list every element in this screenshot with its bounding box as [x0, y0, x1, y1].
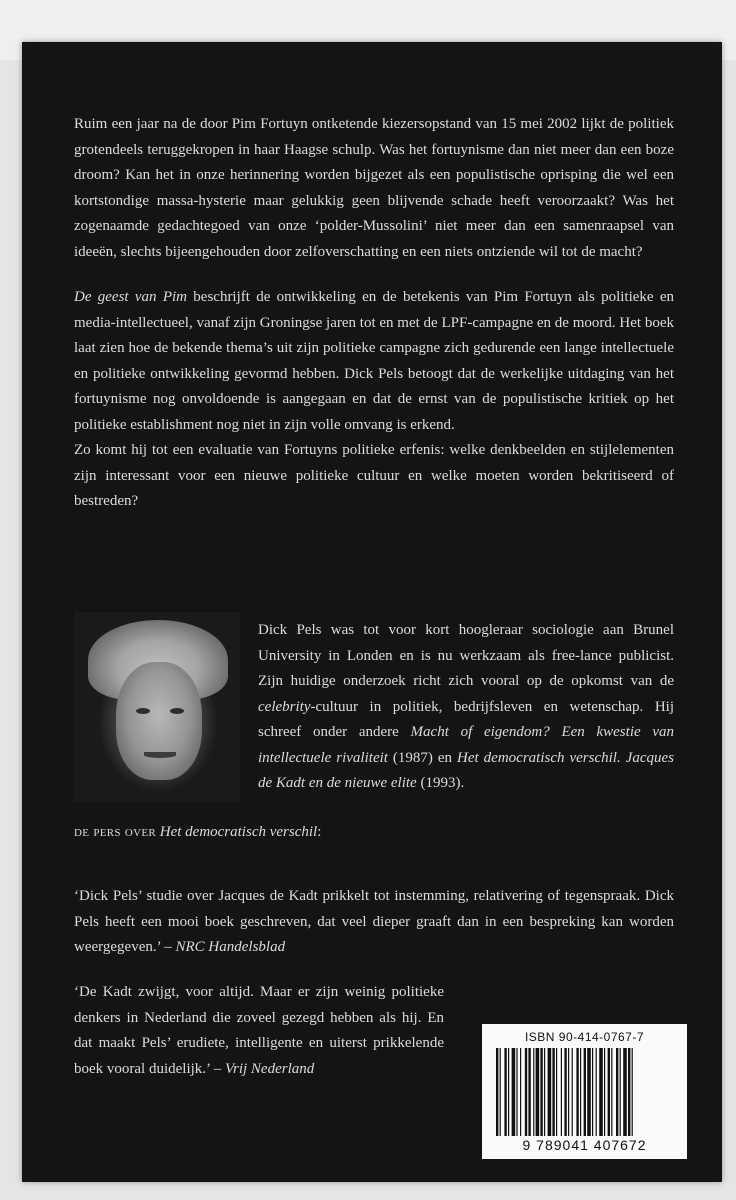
barcode-bar	[604, 1048, 605, 1136]
quote-2-source: Vrij Nederland	[224, 1060, 315, 1077]
press-colon: :	[317, 824, 322, 840]
press-book-title: Het democratisch verschil	[159, 824, 318, 840]
press-quote-2	[74, 980, 444, 1082]
blurb-paragraph-2-text: beschrijft de ontwikkeling en de betekenis van Pim Fortuyn als politieke en media-intellectueel, vanaf zijn Groningse jaren tot en met de LPF-campagne en de moord. Het boek laat zien hoe de bekende thema’s uit zijn politieke campagne zich gedurende een lange intellectuele en politieke ontwikkeling gevormd hebben. Dick Pels betoogt dat de werkelijke uitdaging van het fortuynisme nog onvoldoende is aangegaan en dat de ernst van de populistische kritiek op het politieke establishment nog niet in zijn volle omvang is erkend.	[74, 289, 674, 433]
barcode-bar	[556, 1048, 557, 1136]
barcode-bar	[623, 1048, 627, 1136]
bio-text-3: (1987) en	[387, 749, 458, 766]
barcode-bar	[533, 1048, 534, 1136]
barcode-bar	[512, 1048, 516, 1136]
barcode-bar	[628, 1048, 630, 1136]
barcode-bar	[620, 1048, 621, 1136]
author-photo-eye-right	[170, 708, 184, 714]
ean-number: 9 789041 407672	[522, 1137, 647, 1153]
author-photo-face	[116, 662, 202, 780]
barcode-icon	[496, 1048, 674, 1136]
author-bio	[258, 618, 674, 797]
bio-book-1: Macht of eigendom? Een kwestie van intellectuele rivaliteit	[258, 724, 675, 766]
barcode-bar	[608, 1048, 610, 1136]
barcode-bar	[596, 1048, 597, 1136]
blurb-paragraph-1: Ruim een jaar na de door Pim Fortuyn ontketende kiezersopstand van 15 mei 2002 lijkt de politiek grotendeels teruggekropen in haar Haagse schulp. Was het fortuynisme dan niet meer dan een boze droom? Kan het in onze herinnering worden bijgezet als een populistische oprisping die wel een kortstondige massa-hysterie maar gelukkig geen blijvende schade heeft veroorzaakt? Was het zogenaamde gedachtegoed van onze ‘polder-Mussolini’ niet meer dan een samenraapsel van ideeën, slechts bijeengehouden door zelfoverschatting en een niets ontziende wil tot de macht?	[74, 116, 674, 260]
quote-1-source: NRC Handelsblad	[175, 939, 286, 955]
press-label: de pers over	[74, 824, 156, 840]
barcode-bar	[587, 1048, 591, 1136]
blurb-paragraph-3: Zo komt hij tot een evaluatie van Fortuyns politieke erfenis: welke denkbeelden en stijlelementen zijn interessant voor een nieuwe politieke cultuur en welke moeten worden bekritiseerd of bestreden?	[74, 442, 674, 509]
isbn-text: ISBN 90-414-0767-7	[524, 1030, 645, 1044]
barcode-bar	[564, 1048, 566, 1136]
press-quote-1	[74, 884, 674, 961]
bio-text-2: -cultuur in politiek, bedrijfsleven en wetenschap. Hij schreef onder andere	[258, 698, 674, 740]
barcode-bar	[516, 1048, 517, 1136]
author-photo	[74, 612, 240, 802]
barcode-bar	[508, 1048, 509, 1136]
bio-text-4: (1993).	[416, 775, 465, 791]
author-bio-text	[258, 618, 674, 797]
barcode-bar	[584, 1048, 586, 1136]
bio-book-2: Het democratisch verschil. Jacques de Kadt en de nieuwe elite	[258, 749, 674, 791]
barcode-bar	[592, 1048, 593, 1136]
barcode-bar	[576, 1048, 578, 1136]
barcode-bar	[561, 1048, 562, 1136]
barcode-bar	[504, 1048, 506, 1136]
barcode-bar	[520, 1048, 521, 1136]
book-title-italic: De geest van Pim	[74, 289, 187, 305]
barcode-bar	[540, 1048, 542, 1136]
barcode-bar	[599, 1048, 603, 1136]
author-photo-mouth	[144, 752, 176, 758]
barcode-bar	[500, 1048, 501, 1136]
back-cover	[22, 42, 722, 1182]
barcode-bar	[580, 1048, 581, 1136]
barcode-bar	[544, 1048, 545, 1136]
barcode-bar	[528, 1048, 530, 1136]
barcode-label	[482, 1024, 687, 1159]
author-photo-eye-left	[136, 708, 150, 714]
barcode-bar	[632, 1048, 633, 1136]
quote-2-text: ‘De Kadt zwijgt, voor altijd. Maar er zijn weinig politieke denkers in Nederland die zoveel gezegd hebben als hij. En dat maakt Pels’ erudiete, intelligente en uiterst prikkelende boek vooral duidelijk.’ –	[74, 984, 444, 1077]
barcode-bar	[552, 1048, 554, 1136]
barcode-bar	[616, 1048, 618, 1136]
barcode-bar	[572, 1048, 573, 1136]
quote-1-text: ‘Dick Pels’ studie over Jacques de Kadt prikkelt tot instemming, relativering of tegenspraak. Dick Pels heeft een mooi boek geschreven, dat veel dieper graaft dan in een bespreking kan worden weergegeven.’ –	[74, 888, 674, 955]
barcode-bar	[548, 1048, 552, 1136]
barcode-bar	[611, 1048, 612, 1136]
barcode-bar	[496, 1048, 498, 1136]
blurb-paragraph-2	[74, 285, 674, 438]
barcode-bar	[568, 1048, 569, 1136]
barcode-bar	[536, 1048, 540, 1136]
press-heading	[74, 824, 674, 841]
barcode-bar	[525, 1048, 527, 1136]
bio-text-1: Dick Pels was tot voor kort hoogleraar sociologie aan Brunel University in Londen en is nu werkzaam als free-lance publicist. Zijn huidige onderzoek richt zich vooral op de opkomst van de	[258, 622, 674, 689]
bio-celebrity: celebrity	[258, 698, 311, 715]
